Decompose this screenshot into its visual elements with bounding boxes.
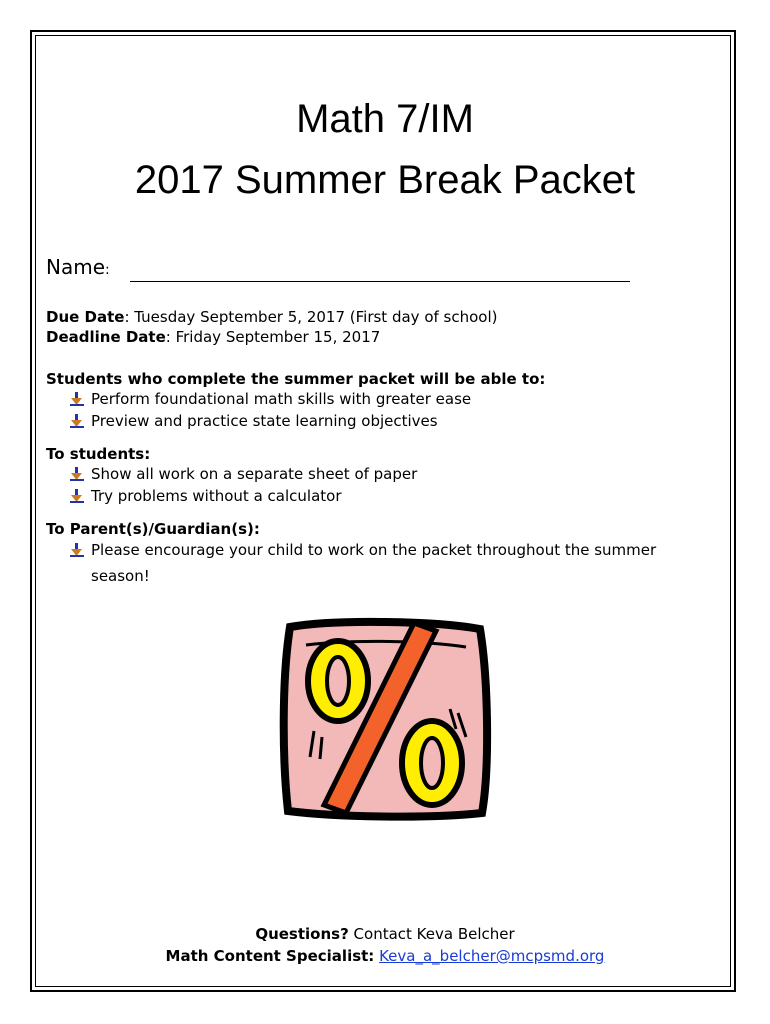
due-date-value: : Tuesday September 5, 2017 (First day of school): [124, 308, 498, 326]
percent-sign-clipart: [276, 617, 494, 821]
due-date-label: Due Date: [46, 308, 125, 326]
deadline-date-label: Deadline Date: [46, 328, 166, 346]
footer-questions: [0, 923, 770, 945]
deadline-date-row: [46, 327, 380, 347]
section-heading-students: To students:: [46, 445, 151, 463]
questions-text: Contact Keva Belcher: [348, 925, 515, 943]
arrow-down-bullet-icon: [70, 489, 84, 503]
questions-label: Questions?: [255, 925, 349, 943]
name-colon: :: [105, 262, 110, 278]
arrow-down-bullet-icon: [70, 414, 84, 428]
name-label: Name: [46, 255, 106, 279]
arrow-down-bullet-icon: [70, 467, 84, 481]
list-item-text: Try problems without a calculator: [91, 487, 342, 505]
deadline-date-value: : Friday September 15, 2017: [165, 328, 381, 346]
specialist-label: Math Content Specialist:: [165, 947, 375, 965]
section-heading-benefits: Students who complete the summer packet will be able to:: [46, 370, 546, 388]
list-item-text-continued: season!: [91, 567, 150, 585]
footer-specialist: [0, 945, 770, 967]
list-item-text: Perform foundational math skills with greater ease: [91, 390, 472, 408]
name-field-label: [46, 255, 110, 279]
title-line-1: Math 7/IM: [296, 97, 474, 141]
email-link[interactable]: Keva_a_belcher@mcpsmd.org: [379, 947, 605, 965]
list-item-text: Please encourage your child to work on the packet throughout the summer: [91, 541, 657, 559]
arrow-down-bullet-icon: [70, 392, 84, 406]
list-item-text: Show all work on a separate sheet of paper: [91, 465, 418, 483]
title-line-2: 2017 Summer Break Packet: [134, 158, 636, 202]
arrow-down-bullet-icon: [70, 543, 84, 557]
name-blank-line: [130, 281, 630, 282]
list-item-text: Preview and practice state learning objectives: [91, 412, 438, 430]
due-date-row: [46, 307, 497, 327]
section-heading-parents: To Parent(s)/Guardian(s):: [46, 520, 260, 538]
